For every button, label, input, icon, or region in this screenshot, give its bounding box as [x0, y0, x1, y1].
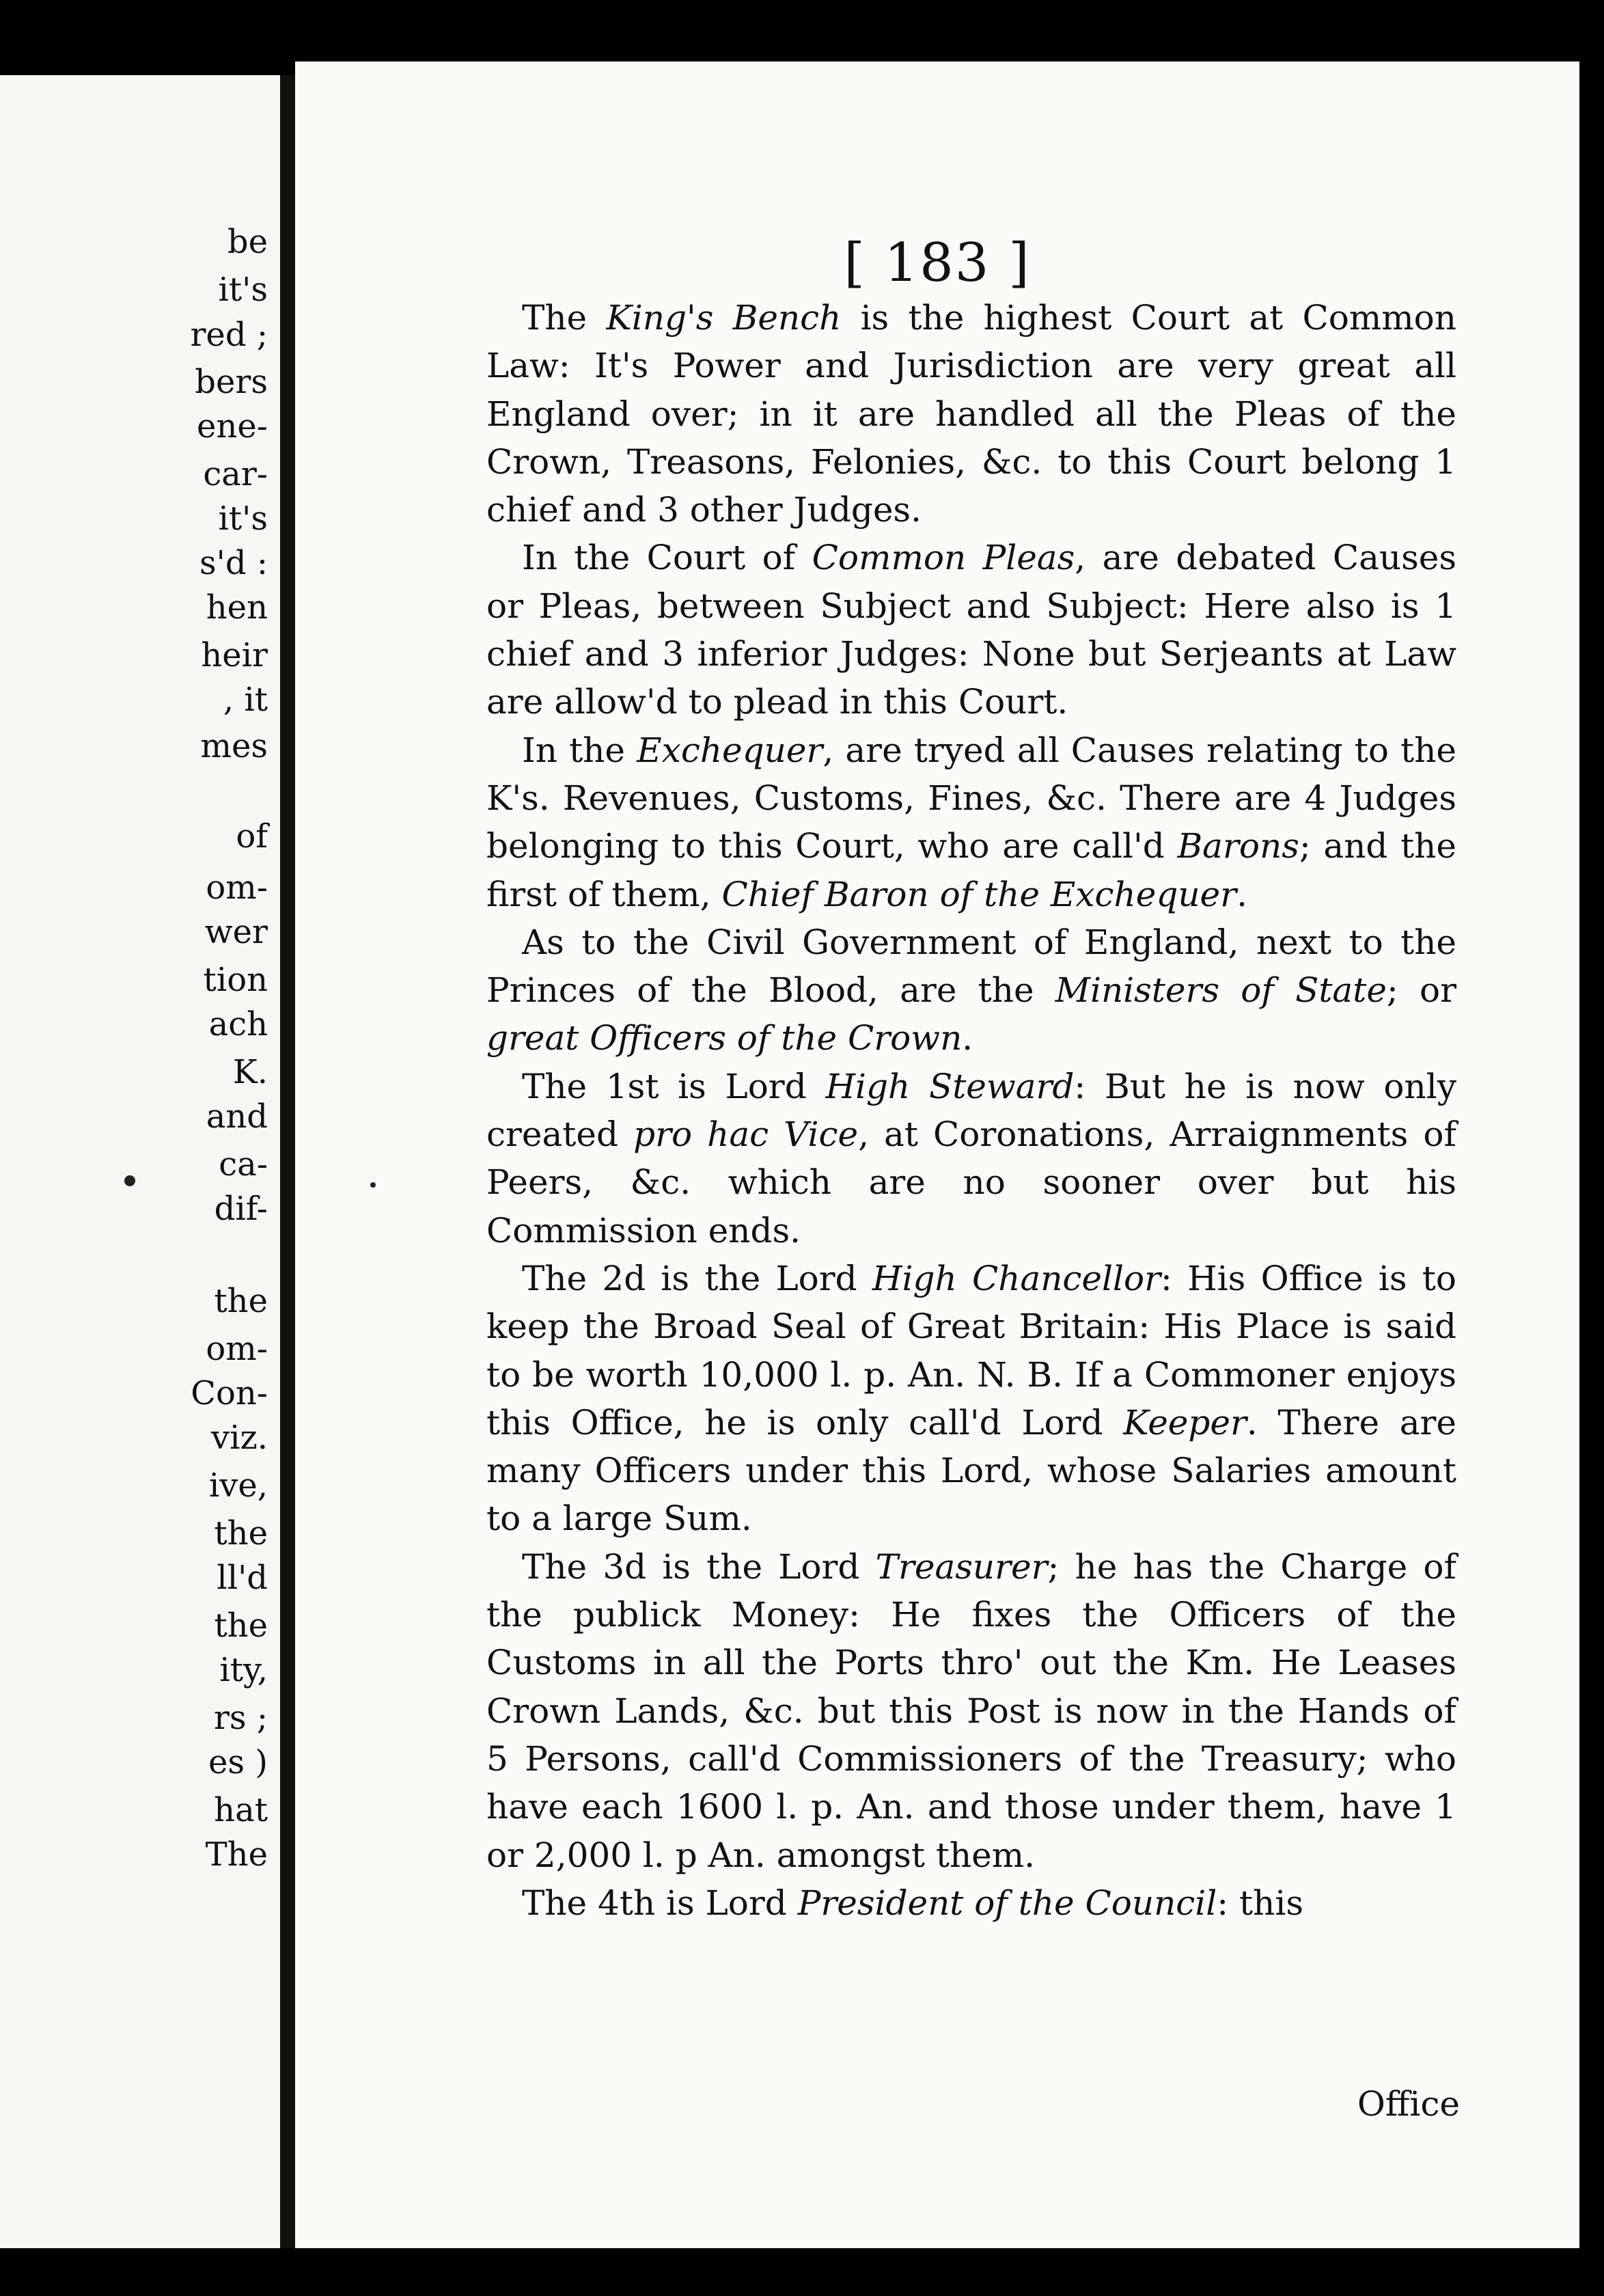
margin-word-fragment: of — [236, 817, 268, 856]
margin-word-fragment: the — [214, 1282, 268, 1320]
ink-spot — [124, 1175, 135, 1186]
italic-term: Ministers of State — [1055, 970, 1387, 1011]
italic-term: King's Bench — [606, 298, 842, 338]
italic-term: Chief Baron of the Exchequer — [721, 874, 1237, 914]
margin-word-fragment: ity, — [219, 1651, 268, 1689]
text-run: The 3d is the Lord — [522, 1546, 876, 1587]
text-run: : this — [1217, 1883, 1303, 1923]
italic-term: President of the Council — [797, 1883, 1217, 1923]
book-page — [295, 62, 1579, 2248]
text-run: , at Coronations, Arraignments of Peers, &c. which are no sooner over but his Commission ends. — [486, 1115, 1456, 1250]
margin-word-fragment: it's — [218, 500, 268, 538]
margin-word-fragment: dif- — [214, 1190, 268, 1228]
margin-word-fragment: om- — [206, 869, 268, 907]
text-run: ; or — [1386, 970, 1456, 1011]
margin-word-fragment: ive, — [208, 1466, 268, 1505]
text-run: The 4th is Lord — [522, 1883, 798, 1923]
margin-word-fragment: the — [214, 1514, 268, 1553]
margin-word-fragment: es ) — [208, 1743, 268, 1781]
margin-word-fragment: it's — [218, 271, 268, 309]
italic-term: Common Pleas — [812, 538, 1075, 578]
paragraph — [486, 726, 1456, 918]
text-run: : But he is now only created — [486, 1066, 1456, 1155]
text-run: , are debated Causes or Pleas, between Subject and Subject: Here also is 1 chief and 3 inferior Judges: None but Serjeants at Law are allow'd to plead in this Court. — [486, 538, 1457, 722]
italic-term: pro hac Vice — [633, 1115, 859, 1155]
text-run: In the — [522, 730, 637, 770]
margin-word-fragment: om- — [206, 1330, 268, 1368]
text-run: , are tryed all Causes relating to the K's. Revenues, Customs, Fines, &c. There are 4 Judges belonging to this Court, who are call'd — [486, 730, 1456, 866]
paragraph — [486, 294, 1456, 534]
margin-word-fragment: car- — [203, 455, 268, 493]
italic-term: Exchequer — [637, 730, 823, 770]
text-run: . — [962, 1018, 973, 1058]
margin-word-fragment: rs ; — [213, 1699, 268, 1737]
text-run: ; he has the Charge of the publick Money: He fixes the Officers of the Customs in all the Ports thro' out the Km. He Leases Crown Lands, &c. but this Post is now in the Hands of 5 Persons, call'd Commissioners of the Treasury; who have each 1600 l. p. An. and those under them, have 1 or 2,000 l. p An. amongst them. — [486, 1546, 1456, 1875]
text-run: . There are many Officers under this Lord, whose Salaries amount to a large Sum. — [486, 1402, 1457, 1539]
margin-word-fragment: wer — [204, 913, 268, 951]
paragraph — [486, 1063, 1456, 1255]
margin-word-fragment: and — [206, 1097, 268, 1136]
margin-word-fragment: viz. — [210, 1419, 268, 1457]
paragraph — [486, 1879, 1456, 1927]
margin-word-fragment: hen — [206, 588, 268, 627]
text-run: As to the Civil Government of England, next to the Princes of the Blood, are the — [486, 922, 1456, 1011]
margin-word-fragment: the — [214, 1607, 268, 1645]
margin-word-fragment: red ; — [190, 316, 268, 354]
italic-term: great Officers of the Crown — [486, 1018, 963, 1058]
text-run: is the highest Court at Common Law: It's Power and Jurisdiction are very great all England over; in it are handled all the Pleas of the Crown, Treasons, Felonies, &c. to this Court belong 1 chief and 3 other Judges. — [486, 298, 1456, 530]
paragraph — [486, 918, 1456, 1063]
margin-word-fragment: s'd : — [199, 544, 268, 582]
page-number: [ 183 ] — [844, 232, 1031, 294]
margin-word-fragment: be — [227, 223, 268, 261]
margin-word-fragment: bers — [195, 363, 268, 401]
text-run: The 2d is the Lord — [522, 1258, 872, 1298]
text-run: ; and the first of them, — [486, 826, 1456, 914]
margin-word-fragment: ll'd — [217, 1559, 268, 1597]
ink-spot — [370, 1182, 376, 1188]
margin-word-fragment: tion — [203, 961, 268, 999]
margin-word-fragment: The — [205, 1835, 268, 1874]
paragraph — [486, 1255, 1456, 1543]
margin-word-fragment: hat — [214, 1791, 268, 1829]
italic-term: High Steward — [825, 1066, 1075, 1106]
previous-page-fragment — [0, 75, 280, 2248]
catchword: Office — [1357, 2084, 1460, 2124]
text-run: The — [522, 298, 607, 338]
margin-word-fragment: K. — [232, 1053, 268, 1091]
page-body — [486, 294, 1456, 1927]
italic-term: Treasurer — [875, 1546, 1048, 1587]
paragraph — [486, 1543, 1456, 1879]
book-gutter — [280, 75, 295, 2248]
margin-word-fragment: Con- — [191, 1374, 268, 1412]
text-run: In the Court of — [522, 538, 812, 578]
text-run: . — [1236, 874, 1247, 914]
margin-word-fragment: ene- — [197, 407, 268, 446]
text-run: The 1st is Lord — [522, 1066, 826, 1106]
paragraph — [486, 534, 1456, 726]
italic-term: Keeper — [1123, 1402, 1247, 1443]
margin-word-fragment: heir — [201, 636, 268, 674]
italic-term: High Chancellor — [872, 1258, 1161, 1298]
text-run: : His Office is to keep the Broad Seal of Great Britain: His Place is said to be worth 10,000 l. p. An. N. B. If a Commoner enjoys this Office, he is only call'd Lord — [486, 1258, 1456, 1443]
margin-word-fragment: ach — [208, 1005, 268, 1043]
margin-word-fragment: ca- — [219, 1145, 268, 1184]
margin-word-fragment: , it — [223, 681, 268, 719]
margin-word-fragment: mes — [200, 727, 268, 765]
italic-term: Barons — [1177, 826, 1299, 866]
